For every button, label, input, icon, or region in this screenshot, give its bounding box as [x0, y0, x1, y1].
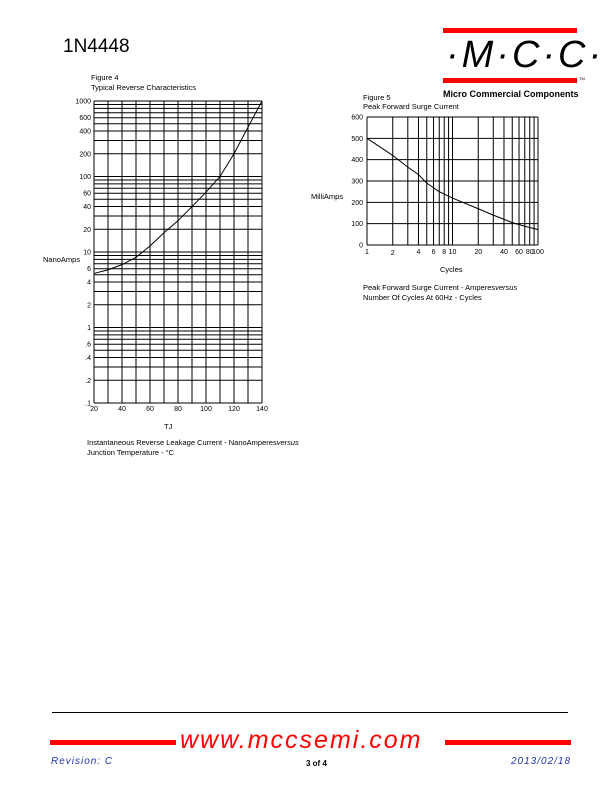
fig5-caption-text: Peak Forward Surge Current - Amperes — [363, 283, 496, 292]
fig5-x-tick: 6 — [431, 249, 436, 256]
fig5-x-tick: 80 — [525, 249, 534, 256]
fig4-x-tick: 20 — [90, 406, 98, 413]
fig5-y-tick: 200 — [351, 199, 363, 207]
fig4-y-tick: .2 — [85, 377, 91, 385]
fig4-y-tick: 60 — [83, 190, 91, 198]
fig5-ylabel: MilliAmps — [311, 192, 344, 201]
fig5-y-tick: 300 — [351, 178, 363, 186]
fig5-x-tick: 60 — [515, 249, 523, 256]
revision: Revision: C — [51, 756, 114, 767]
fig4-ylabel: NanoAmps — [43, 255, 81, 264]
fig4-y-tick: 600 — [79, 115, 91, 123]
fig5-y-tick: 500 — [351, 135, 363, 143]
mcc-logo: ·M·C·C· — [446, 34, 605, 76]
fig5-y-tick: 100 — [351, 221, 363, 229]
fig4-title: Typical Reverse Characteristics — [91, 83, 197, 92]
fig4-x-tick: 80 — [174, 406, 182, 413]
fig4-y-tick: 2 — [87, 302, 91, 310]
footer-bar-left — [50, 740, 176, 745]
fig4-y-tick: 200 — [79, 151, 91, 159]
company-name: Micro Commercial Components — [443, 89, 579, 99]
fig5-x-tick: 10 — [448, 249, 457, 256]
fig5-y-tick: 600 — [351, 114, 363, 122]
fig4-y-tick: 1 — [87, 325, 91, 332]
revision-date: 2013/02/18 — [511, 756, 572, 767]
fig4-x-tick: 140 — [256, 406, 268, 413]
fig5-caption-2: Number Of Cycles At 60Hz - Cycles — [363, 293, 482, 302]
fig4-x-tick: 60 — [146, 406, 154, 413]
fig4-y-tick: .1 — [85, 400, 91, 408]
fig5-xlabel: Cycles — [440, 265, 463, 274]
fig5-x-tick: 1 — [365, 249, 369, 256]
fig4-y-tick: .4 — [85, 355, 91, 363]
fig5-x-tick: 2 — [390, 250, 395, 257]
fig4-y-tick: 4 — [87, 279, 91, 287]
fig5-x-tick: 40 — [500, 249, 508, 256]
fig4-label: Figure 4 — [91, 73, 119, 82]
footer-divider — [52, 712, 568, 713]
fig5-caption-versus: versus — [495, 283, 518, 292]
fig4-caption-2: Junction Temperature - °C — [87, 448, 175, 457]
fig5-x-tick: 8 — [442, 249, 447, 256]
fig4-caption-versus: versus — [276, 438, 299, 447]
fig4-y-tick: 10 — [83, 249, 91, 257]
footer-bar-right — [445, 740, 571, 745]
fig5-x-tick: 20 — [474, 249, 483, 256]
fig4-x-tick: 100 — [200, 406, 212, 413]
fig4-caption-text: Instantaneous Reverse Leakage Current - NanoAmperes — [87, 438, 277, 447]
fig5-label: Figure 5 — [363, 93, 391, 102]
website-link[interactable]: www.mccsemi.com — [180, 726, 423, 754]
part-number-title: 1N4448 — [63, 36, 130, 57]
page-number: 3 of 4 — [306, 759, 327, 768]
fig5-title: Peak Forward Surge Current — [363, 102, 459, 111]
fig4-x-tick: 120 — [228, 406, 240, 413]
fig5-x-tick: 100 — [532, 249, 544, 256]
fig5-y-tick: 400 — [351, 157, 363, 165]
fig4-y-tick: 20 — [83, 226, 91, 234]
fig4-y-tick: 40 — [83, 204, 91, 212]
fig4-y-tick: .6 — [85, 341, 91, 349]
fig5-x-tick: 4 — [416, 249, 421, 256]
trademark: TM — [579, 76, 585, 81]
fig4-y-tick: 6 — [87, 266, 91, 274]
fig4-y-tick: 1000 — [75, 98, 91, 106]
fig4-y-tick: 400 — [79, 128, 91, 136]
fig5-y-tick: 0 — [359, 242, 363, 250]
fig4-xlabel: TJ — [164, 422, 173, 431]
fig4-y-tick: 100 — [79, 174, 91, 181]
fig4-x-tick: 40 — [118, 406, 126, 413]
